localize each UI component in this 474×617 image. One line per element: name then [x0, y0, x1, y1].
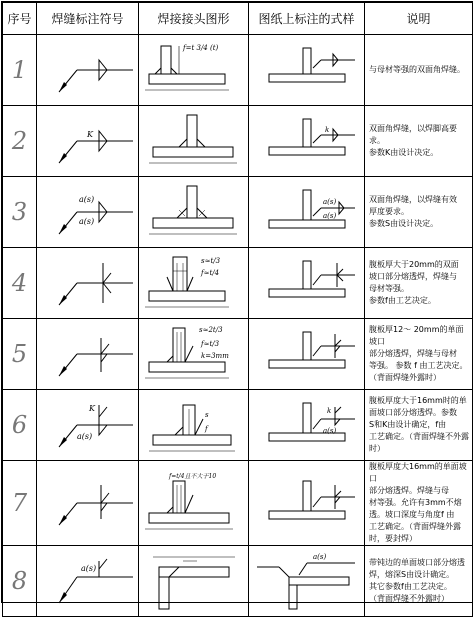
drawing-label: a(s): [323, 212, 337, 220]
joint-figure-fillet-icon: [139, 178, 247, 246]
note-line: 双面角焊缝，以焊脚高要求。: [369, 124, 457, 145]
note-line: 时，要封焊）: [369, 534, 417, 543]
table-row: [3, 319, 473, 390]
note-line: 工艺确定。（背面焊缝外露: [369, 522, 461, 531]
drawing-cell: [249, 461, 365, 546]
joint-figure-corner-icon: [139, 547, 247, 615]
joint-figure-cell: [139, 35, 249, 106]
note-line: 透。坡口深度与角度f 由: [369, 510, 455, 519]
header-note: 说明: [365, 3, 473, 35]
weld-symbol-cell: [37, 248, 139, 319]
row-index: 3: [3, 177, 37, 248]
note-cell: [365, 177, 473, 248]
joint-figure-fillet-icon: [139, 107, 247, 175]
note-line: （背面焊缝外露时）: [369, 373, 441, 382]
weld-symbol-bevel-fillet-icon: [37, 391, 137, 459]
joint-figure-cell: [139, 177, 249, 248]
note-line: 部分熔透焊。焊缝与母: [369, 486, 449, 495]
note-line: 腹板厚12～ 20mm的单面坡口: [369, 325, 464, 346]
note-line: 双面角焊缝，以焊缝有效: [369, 195, 457, 204]
symbol-label: a(s): [81, 564, 97, 573]
weld-symbol-cell: [37, 177, 139, 248]
note-line: 腹板厚度大于16mm时的单: [369, 396, 467, 405]
header-joint: 焊接接头图形: [139, 3, 249, 35]
note-line: 参数f由工艺决定。: [369, 296, 436, 305]
note-line: 参数K由设计决定。: [369, 148, 439, 157]
row-index: 4: [3, 248, 37, 319]
row-index: 6: [3, 390, 37, 461]
symbol-label: K: [87, 130, 93, 139]
note-line: 与母材等强的双面角焊缝。: [369, 65, 465, 74]
symbol-label: a(s): [79, 217, 95, 226]
note-cell: [365, 319, 473, 390]
joint-figure-cell: [139, 106, 249, 177]
drawing-label: a(s): [323, 198, 337, 206]
note-cell: [365, 461, 473, 546]
header-symbol: 焊缝标注符号: [37, 3, 139, 35]
note-cell: [365, 106, 473, 177]
note-cell: [365, 35, 473, 106]
weld-symbol-fillet-throat-icon: [37, 178, 137, 246]
drawing-sample-icon: [249, 547, 363, 615]
note-line: 坡口部分熔透焊，焊缝与: [369, 272, 457, 281]
weld-symbol-cell: [37, 35, 139, 106]
note-line: 厚度要求。: [369, 207, 409, 216]
weld-symbol-cell: [37, 106, 139, 177]
header-index: 序号: [3, 3, 37, 35]
joint-figure-cell: [139, 319, 249, 390]
drawing-sample-icon: [249, 178, 363, 246]
note-line: 带钝边的单面坡口部分熔透: [369, 558, 465, 567]
table-row: [3, 177, 473, 248]
row-index: 7: [3, 461, 37, 546]
joint-label: s≈t/3: [201, 257, 221, 265]
joint-figure-double-bevel-icon: [139, 249, 247, 317]
joint-label: s: [205, 411, 209, 419]
note-line: 部分熔透焊，焊缝与母材: [369, 349, 457, 358]
weld-symbol-bevel-root-face-icon: [37, 547, 137, 615]
note-line: 焊，熔深S由设计确定。: [369, 570, 455, 579]
drawing-cell: [249, 319, 365, 390]
table-row: [3, 106, 473, 177]
note-line: （背面焊缝不外露时）: [369, 594, 449, 603]
row-index: 5: [3, 319, 37, 390]
table-row: [3, 461, 473, 546]
table-header-row: [3, 3, 473, 35]
note-line: 腹板厚度大16mm的单面坡口: [369, 462, 467, 483]
note-line: 工艺确定。（背面焊缝不外露时）: [369, 432, 469, 453]
drawing-cell: [249, 35, 365, 106]
table-row: [3, 546, 473, 617]
joint-label: f≈t/3: [201, 340, 220, 348]
table-row: [3, 248, 473, 319]
weld-symbol-double-bevel-icon: [37, 249, 137, 317]
weld-symbol-fillet-double-icon: [37, 36, 137, 104]
note-line: 腹板厚大于20mm的双面: [369, 260, 459, 269]
weld-symbol-single-bevel-icon: [37, 320, 137, 388]
drawing-cell: [249, 106, 365, 177]
note-line: 参数S由设计决定。: [369, 219, 439, 228]
joint-figure-cell: [139, 390, 249, 461]
drawing-sample-icon: [249, 107, 363, 175]
row-index: 8: [3, 546, 37, 617]
note-line: 其它参数f由工艺决定。: [369, 582, 452, 591]
drawing-label: a(s): [323, 427, 337, 435]
weld-symbol-cell: [37, 546, 139, 617]
drawing-label: k: [325, 126, 330, 134]
drawing-cell: [249, 390, 365, 461]
joint-figure-bevel-icon: [139, 391, 247, 459]
drawing-sample-icon: [249, 320, 363, 388]
table-row: [3, 390, 473, 461]
note-line: 母材等强。: [369, 284, 409, 293]
joint-figure-cell: [139, 461, 249, 546]
drawing-cell: [249, 248, 365, 319]
note-line: 材等强。允许有3mm不熔: [369, 498, 462, 507]
note-cell: [365, 248, 473, 319]
joint-label: f=t 3/4 (t): [183, 44, 219, 52]
drawing-sample-icon: [249, 469, 363, 537]
note-cell: [365, 546, 473, 617]
drawing-sample-icon: [249, 36, 363, 104]
drawing-cell: [249, 177, 365, 248]
header-drawing: 图纸上标注的式样: [249, 3, 365, 35]
drawing-sample-icon: [249, 249, 363, 317]
joint-figure-cell: [139, 248, 249, 319]
weld-symbol-fillet-k-icon: [37, 107, 137, 175]
drawing-cell: [249, 546, 365, 617]
joint-label: f=t/4且不大于10: [169, 473, 217, 480]
symbol-label: K: [89, 404, 95, 413]
note-line: S和K由设计确定，f由: [369, 420, 447, 429]
weld-symbol-cell: [37, 461, 139, 546]
joint-label: k=3mm: [201, 352, 229, 360]
table-row: [3, 35, 473, 106]
joint-label: f: [205, 425, 208, 433]
row-index: 1: [3, 35, 37, 106]
drawing-label: a(s): [313, 553, 327, 561]
weld-symbol-table-sheet: [1, 1, 473, 603]
symbol-label: a(s): [77, 432, 93, 441]
row-index: 2: [3, 106, 37, 177]
drawing-label: k: [327, 407, 332, 415]
joint-figure-fillet-icon: [139, 36, 247, 104]
joint-figure-bevel-icon: [139, 469, 247, 537]
weld-symbol-table: [2, 2, 473, 617]
note-cell: [365, 390, 473, 461]
drawing-sample-icon: [249, 391, 363, 459]
joint-label: s≈2t/3: [199, 326, 223, 334]
weld-symbol-cell: [37, 319, 139, 390]
note-line: 等强。 参数 f 由工艺决定。: [369, 361, 468, 370]
joint-figure-single-bevel-icon: [139, 320, 247, 388]
weld-symbol-single-bevel-icon: [37, 469, 137, 537]
joint-figure-cell: [139, 546, 249, 617]
weld-symbol-cell: [37, 390, 139, 461]
joint-label: f≈t/4: [201, 269, 220, 277]
note-line: 面坡口部分熔透焊。参数: [369, 408, 457, 417]
symbol-label: a(s): [79, 195, 95, 204]
